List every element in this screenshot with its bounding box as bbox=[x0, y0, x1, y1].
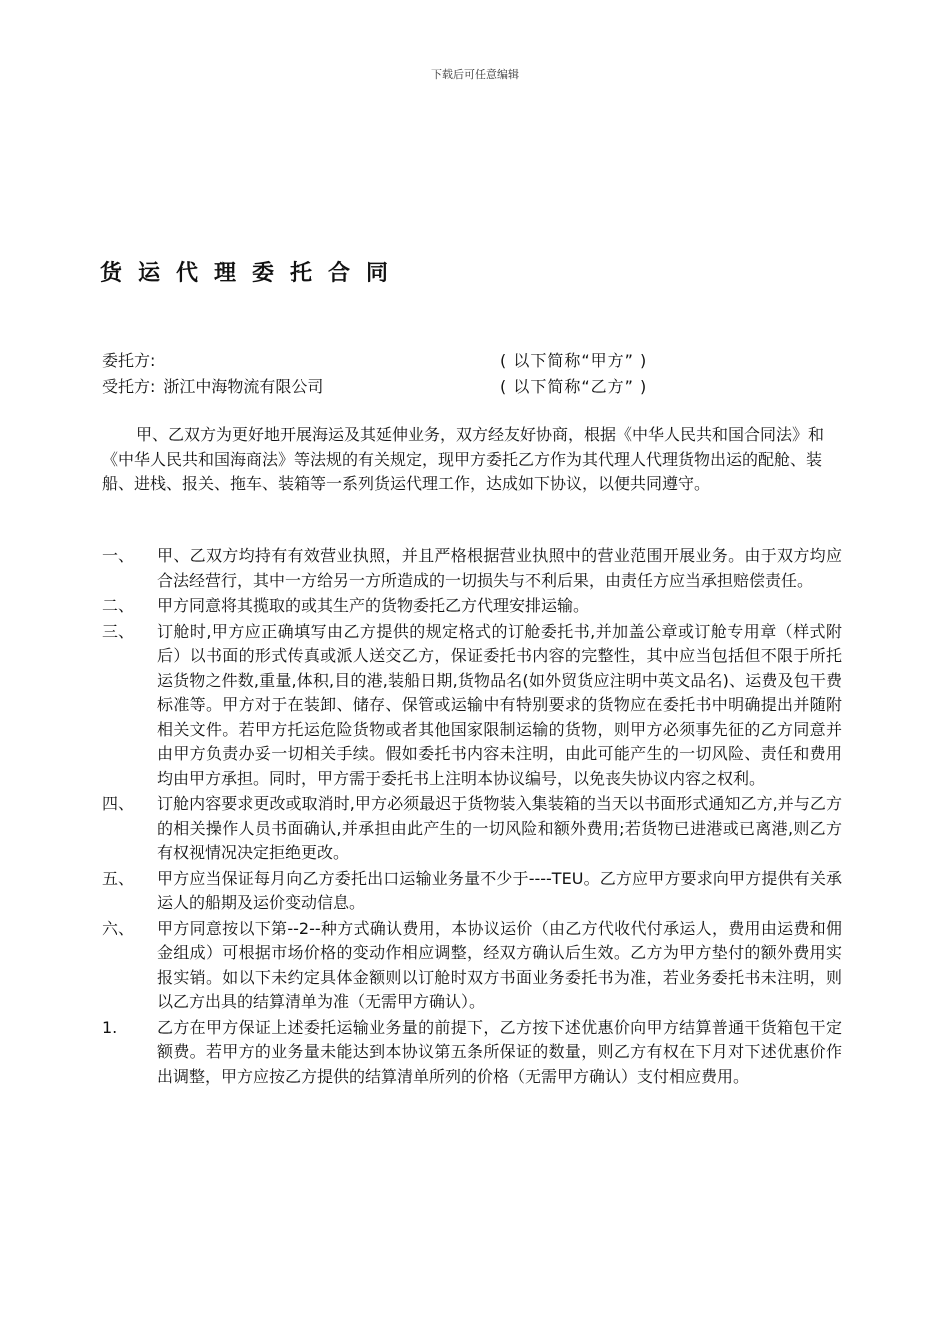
party-client-label: 委托方: bbox=[102, 351, 156, 370]
document-title: 货运代理委托合同 bbox=[100, 261, 405, 286]
clause-number: 1. bbox=[102, 1017, 118, 1037]
party-agent-value: 浙江中海物流有限公司 bbox=[163, 377, 324, 396]
clause-number: 四、 bbox=[102, 794, 135, 813]
intro-paragraph: 甲、乙双方为更好地开展海运及其延伸业务，双方经友好协商，根据《中华人民共和国合同法》和《中华人民共和国海商法》等法规的有关规定，现甲方委托乙方作为其代理人代理货物出运的配舱、装船、进栈、报关、拖车、装箱等一系列货运代理工作，达成如下协议，以便共同遵守。 bbox=[102, 425, 825, 493]
clause-text: 甲方同意将其揽取的或其生产的货物委托乙方代理安排运输。 bbox=[157, 596, 590, 615]
clause-number: 六、 bbox=[102, 918, 135, 938]
party-agent bbox=[102, 374, 323, 397]
clause-number: 三、 bbox=[102, 621, 135, 641]
clause-text: 甲、乙双方均持有有效营业执照，并且严格根据营业执照中的营业范围开展业务。由于双方均应合法经营行，其中一方给另一方所造成的一切损失与不利后果，由责任方应当承担赔偿责任。 bbox=[157, 546, 842, 590]
clause-item bbox=[102, 792, 842, 866]
party-agent-label: 受托方: bbox=[102, 377, 156, 396]
clause-text: 甲方应当保证每月向乙方委托出口运输业务量不少于----TEU。乙方应甲方要求向甲方提供有关承运人的船期及运价变动信息。 bbox=[157, 868, 842, 912]
party-client bbox=[102, 348, 163, 371]
clause-text: 甲方同意按以下第--2--种方式确认费用，本协议运价（由乙方代收代付承运人，费用由运费和佣金组成）可根据市场价格的变动作相应调整，经双方确认后生效。乙方为甲方垫付的额外费用实报实销。如以下未约定具体金额则以订舱时双方书面业务委托书为准，若业务委托书未注明，则以乙方出具的结算清单为准（无需甲方确认）。 bbox=[157, 918, 842, 1011]
party-agent-note: ( 以下简称“乙方” ) bbox=[500, 377, 648, 396]
clause-item bbox=[102, 1016, 842, 1090]
clause-number: 一、 bbox=[102, 546, 135, 565]
clause-number: 五、 bbox=[102, 868, 135, 888]
clause-item bbox=[102, 917, 842, 1015]
clause-text: 订舱内容要求更改或取消时,甲方必须最迟于货物装入集装箱的当天以书面形式通知乙方,并与乙方的相关操作人员书面确认,并承担由此产生的一切风险和额外费用;若货物已进港或已离港,则乙方有权视情况决定拒绝更改。 bbox=[157, 794, 842, 862]
party-client-note: ( 以下简称“甲方” ) bbox=[500, 351, 648, 370]
clause-text: 订舱时,甲方应正确填写由乙方提供的规定格式的订舱委托书,并加盖公章或订舱专用章（样式附后）以书面的形式传真或派人送交乙方，保证委托书内容的完整性，其中应当包括但不限于所托运货物之件数,重量,体积,目的港,装船日期,货物品名(如外贸货应注明中英文品名)、运费及包干费标准等。甲方对于在装卸、储存、保管或运输中有特别要求的货物应在委托书中明确提出并随附相关文件。若甲方托运危险货物或者其他国家限制运输的货物，则甲方必须事先征的乙方同意并由甲方负责办妥一切相关手续。假如委托书内容未注明，由此可能产生的一切风险、责任和费用均由甲方承担。同时，甲方需于委托书上注明本协议编号，以免丧失协议内容之权利。 bbox=[157, 621, 842, 788]
clause-item bbox=[102, 867, 842, 916]
clause-item bbox=[102, 620, 842, 792]
header-note: 下载后可任意编辑 bbox=[431, 68, 519, 81]
clause-text: 乙方在甲方保证上述委托运输业务量的前提下，乙方按下述优惠价向甲方结算普通干货箱包干定额费。若甲方的业务量未能达到本协议第五条所保证的数量，则乙方有权在下月对下述优惠价作出调整，甲方应按乙方提供的结算清单所列的价格（无需甲方确认）支付相应费用。 bbox=[157, 1017, 842, 1086]
clause-number: 二、 bbox=[102, 596, 135, 615]
clause-item bbox=[102, 544, 842, 593]
clause-item bbox=[102, 594, 842, 619]
clause-list bbox=[102, 544, 842, 1090]
